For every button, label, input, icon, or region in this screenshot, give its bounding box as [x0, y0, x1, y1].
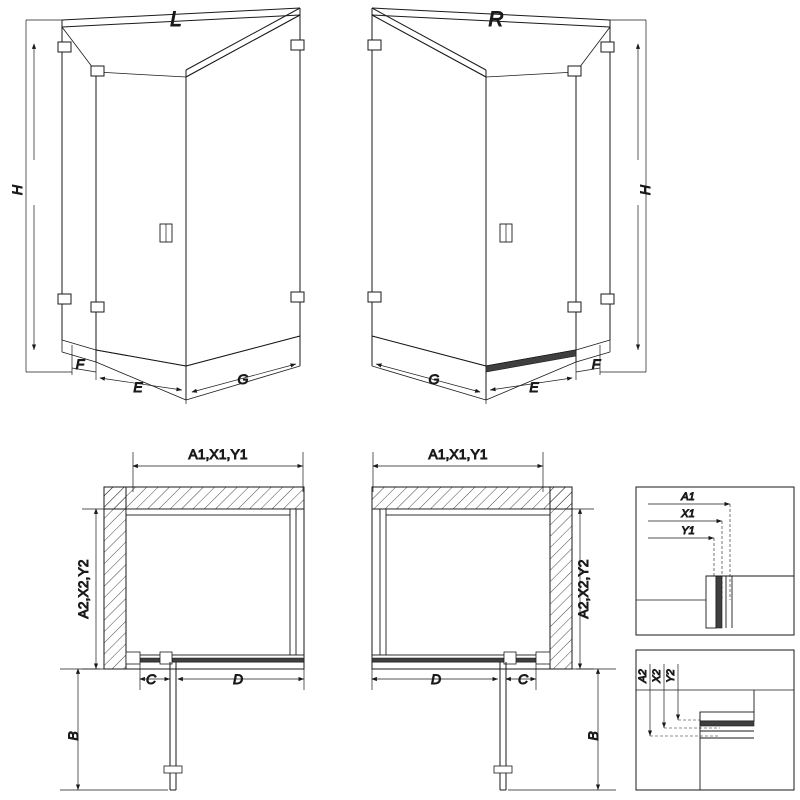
plan-right-top-dim: A1,X1,Y1 [428, 446, 488, 462]
detail-top-dim-a1: A1 [681, 491, 695, 503]
iso-left-height-label: H [9, 184, 25, 196]
iso-left-name: L [170, 8, 182, 31]
detail-top-dim-y1: Y1 [681, 525, 695, 537]
detail-bottom-dim-y2: Y2 [665, 669, 677, 683]
iso-view-right [368, 8, 646, 404]
iso-right-e-label: E [529, 379, 539, 395]
plan-left-side-dim: A2,X2,Y2 [75, 559, 91, 619]
detail-top-dim-x1: X1 [681, 508, 695, 520]
iso-right-height-label: H [637, 184, 653, 196]
iso-right-name: R [488, 8, 504, 31]
iso-right-f-label: F [591, 356, 601, 372]
plan-right-d-label: D [430, 671, 442, 687]
plan-left-top-dim: A1,X1,Y1 [188, 446, 248, 462]
iso-view-left [26, 8, 304, 404]
iso-left-g-label: G [237, 371, 249, 387]
detail-bottom-dim-a2: A2 [637, 669, 649, 683]
plan-right-swing-dim: B [585, 731, 601, 741]
detail-view-top [636, 487, 794, 635]
plan-right-c-label: C [517, 671, 529, 687]
plan-left-d-label: D [232, 671, 244, 687]
plan-left-swing-dim: B [65, 731, 81, 741]
plan-left-c-label: C [145, 671, 157, 687]
detail-bottom-dim-x2: X2 [651, 669, 663, 683]
iso-left-f-label: F [75, 356, 85, 372]
iso-right-g-label: G [428, 371, 440, 387]
plan-view-left [60, 452, 304, 790]
iso-left-e-label: E [133, 379, 143, 395]
plan-right-side-dim: A2,X2,Y2 [575, 559, 591, 619]
plan-view-right [372, 452, 616, 790]
